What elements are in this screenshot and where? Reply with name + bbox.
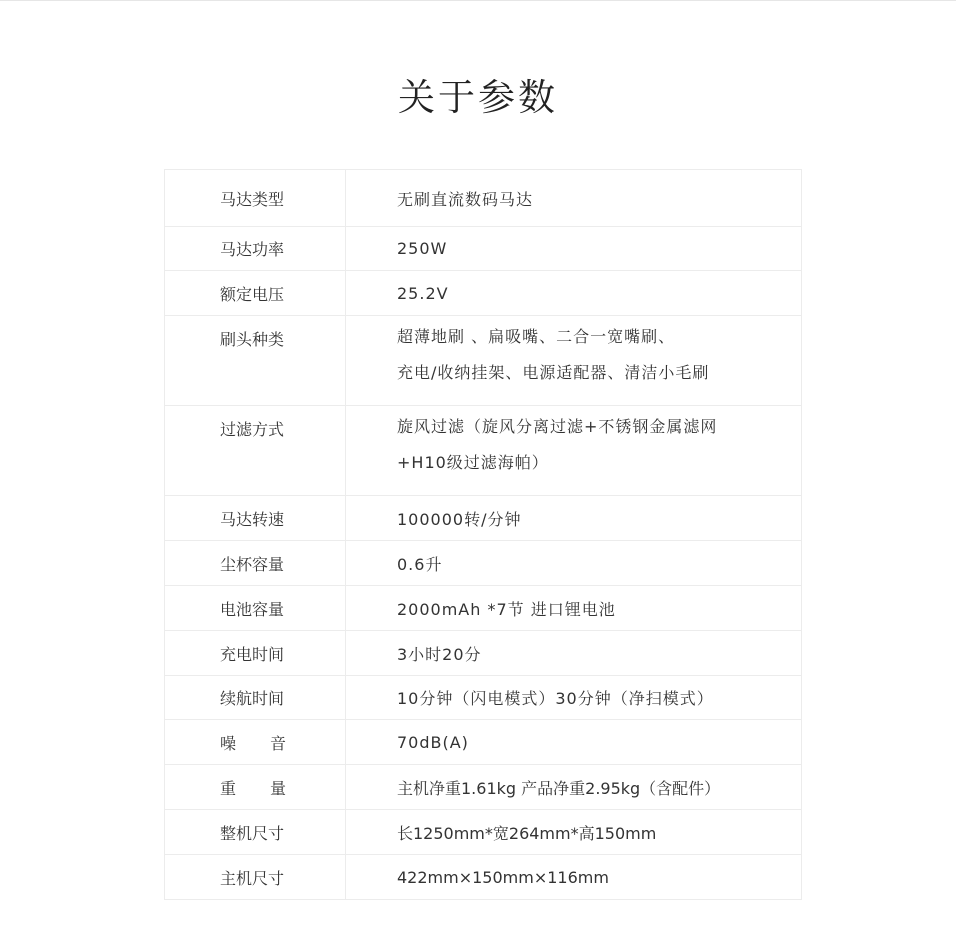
spec-row-dust-cup bbox=[165, 540, 801, 585]
spec-row-motor-type bbox=[165, 170, 801, 226]
page-title: 关于参数 bbox=[398, 76, 558, 119]
spec-label-char: 重 bbox=[220, 778, 237, 798]
spec-row-charge-time bbox=[165, 630, 801, 675]
spec-value: 10分钟（闪电模式）30分钟（净扫模式） bbox=[397, 689, 714, 708]
spec-row-weight bbox=[165, 764, 801, 809]
spec-label: 马达功率 bbox=[165, 227, 346, 270]
spec-label: 额定电压 bbox=[165, 271, 346, 315]
spec-value: 主机净重1.61kg 产品净重2.95kg（含配件） bbox=[397, 778, 721, 798]
spec-value: 2000mAh *7节 进口锂电池 bbox=[397, 599, 616, 619]
spec-value: 250W bbox=[397, 239, 448, 258]
spec-label bbox=[165, 720, 346, 764]
spec-row-filtration bbox=[165, 405, 801, 495]
spec-value-line: 超薄地刷 、扁吸嘴、二合一宽嘴刷、 bbox=[397, 327, 676, 346]
spec-value-line: 旋风过滤（旋风分离过滤+不锈钢金属滤网 bbox=[397, 417, 718, 436]
spec-value: 100000转/分钟 bbox=[397, 509, 522, 529]
spec-label: 刷头种类 bbox=[165, 316, 346, 405]
top-divider bbox=[0, 0, 956, 1]
spec-value-line: 充电/收纳挂架、电源适配器、清洁小毛刷 bbox=[397, 363, 710, 382]
spec-label: 马达转速 bbox=[165, 496, 346, 540]
spec-row-battery bbox=[165, 585, 801, 630]
spec-label: 尘杯容量 bbox=[165, 541, 346, 585]
spec-value: 422mm×150mm×116mm bbox=[397, 867, 609, 887]
spec-value bbox=[346, 406, 801, 495]
spec-label-char: 音 bbox=[270, 733, 287, 753]
spec-label: 整机尺寸 bbox=[165, 810, 346, 854]
spec-label-char: 噪 bbox=[220, 733, 237, 753]
spec-label-char: 量 bbox=[270, 778, 287, 798]
spec-label bbox=[165, 765, 346, 809]
spec-value-line: +H10级过滤海帕） bbox=[397, 453, 549, 472]
spec-row-brush-heads bbox=[165, 315, 801, 405]
spec-value: 无刷直流数码马达 bbox=[397, 189, 534, 209]
spec-row-overall-size bbox=[165, 809, 801, 854]
spec-label: 电池容量 bbox=[165, 586, 346, 630]
spec-label: 马达类型 bbox=[165, 170, 346, 226]
spec-row-main-unit-size bbox=[165, 854, 801, 899]
spec-table bbox=[164, 169, 802, 900]
spec-value bbox=[346, 316, 801, 405]
spec-value: 长1250mm*宽264mm*高150mm bbox=[397, 823, 657, 843]
spec-row-noise bbox=[165, 719, 801, 764]
spec-row-motor-power bbox=[165, 226, 801, 270]
spec-label: 充电时间 bbox=[165, 631, 346, 675]
spec-row-rated-voltage bbox=[165, 270, 801, 315]
spec-row-runtime bbox=[165, 675, 801, 719]
spec-value: 3小时20分 bbox=[397, 644, 482, 664]
spec-row-motor-speed bbox=[165, 495, 801, 540]
spec-value: 70dB(A) bbox=[397, 732, 469, 752]
spec-value: 25.2V bbox=[397, 283, 449, 303]
spec-label: 主机尺寸 bbox=[165, 855, 346, 899]
spec-value: 0.6升 bbox=[397, 554, 443, 574]
spec-label: 续航时间 bbox=[165, 676, 346, 719]
spec-label: 过滤方式 bbox=[165, 406, 346, 495]
